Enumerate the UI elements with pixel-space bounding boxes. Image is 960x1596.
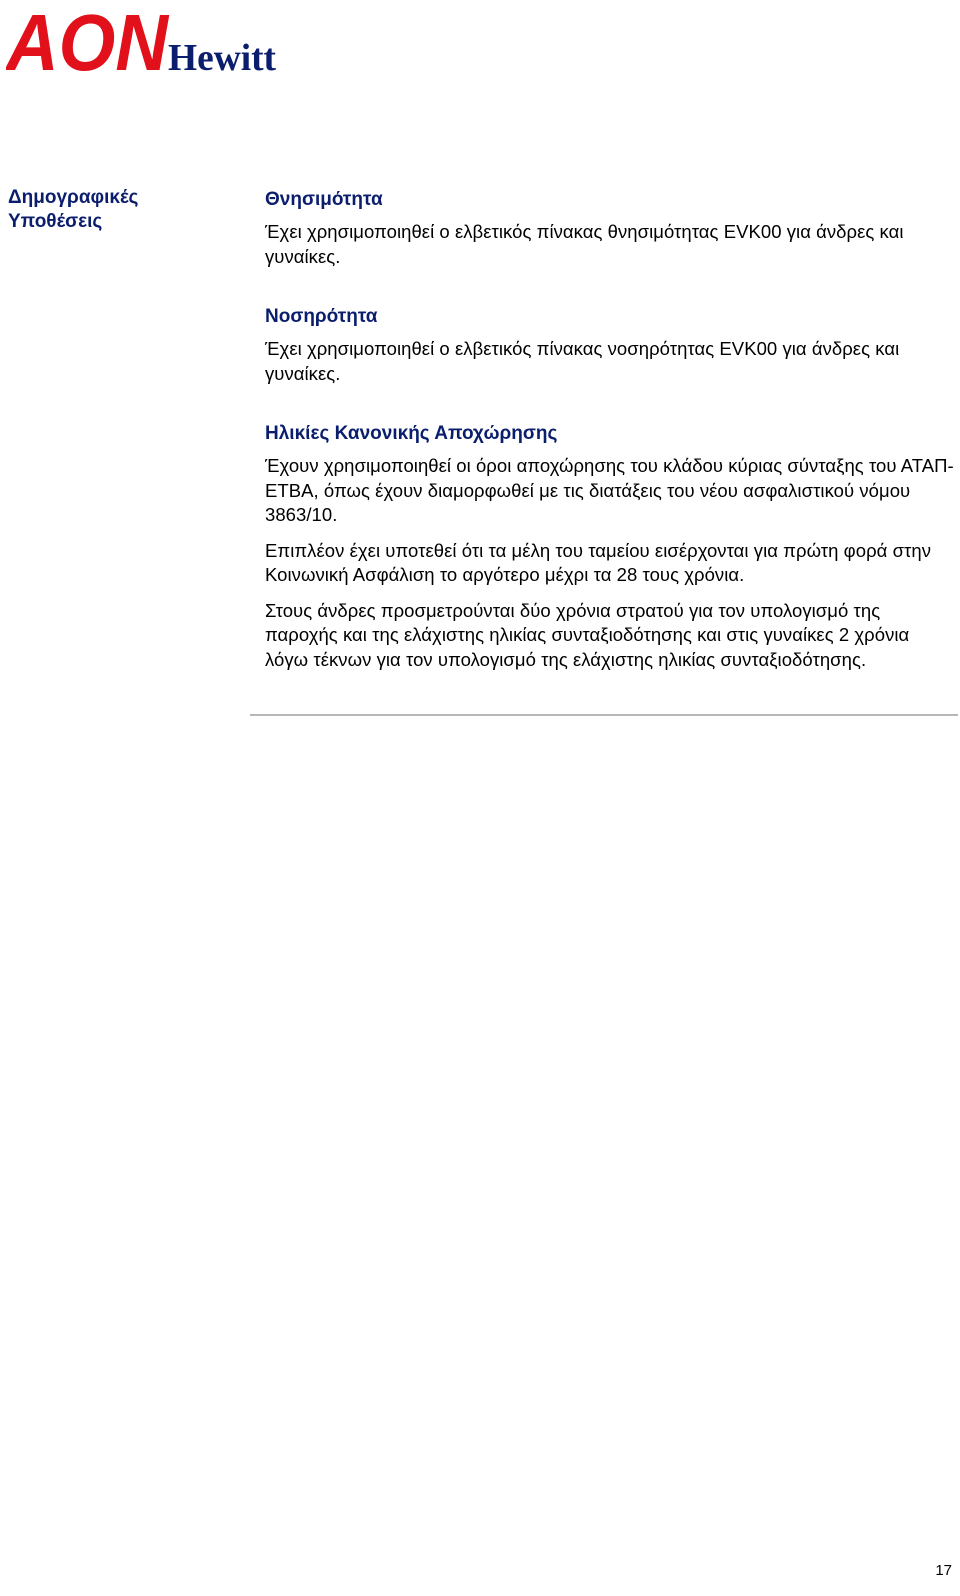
- hewitt-logo-text: Hewitt: [168, 37, 277, 74]
- sidebar: [8, 186, 228, 234]
- paragraph: Έχουν χρησιμοποιηθεί οι όροι αποχώρησης του κλάδου κύριας σύνταξης του ΑΤΑΠ-ΕΤΒΑ, όπως έχουν διαμορφωθεί με τις διατάξεις του νέου ασφαλιστικού νόμου 3863/10.: [265, 455, 954, 525]
- section-heading: Θνησιμότητα: [265, 189, 383, 210]
- paragraph: Έχει χρησιμοποιηθεί ο ελβετικός πίνακας θνησιμότητας EVK00 για άνδρες και γυναίκες.: [265, 221, 904, 267]
- aon-hewitt-logo-graphic: [6, 4, 278, 74]
- main-content: [265, 188, 955, 708]
- paragraph: Έχει χρησιμοποιηθεί ο ελβετικός πίνακας νοσηρότητας EVK00 για άνδρες και γυναίκες.: [265, 338, 900, 384]
- page-number: 17: [935, 1562, 952, 1579]
- section-retirement-ages: [265, 422, 955, 672]
- section-divider: [250, 714, 958, 716]
- section-heading: Ηλικίες Κανονικής Αποχώρησης: [265, 423, 558, 444]
- paragraph: Στους άνδρες προσμετρούνται δύο χρόνια στρατού για τον υπολογισμό της παροχής και της ελάχιστης ηλικίας συνταξιοδότησης και στις γυναίκες 2 χρόνια λόγω τέκνων για τον υπολογισμό της ελάχιστης ηλικίας συνταξιοδότησης.: [265, 599, 910, 670]
- section-heading: Νοσηρότητα: [265, 306, 378, 327]
- aon-logo-text: AON: [6, 4, 171, 74]
- aon-hewitt-logo: [6, 4, 278, 74]
- sidebar-title: Δημογραφικές Υποθέσεις: [8, 187, 139, 232]
- paragraph: Επιπλέον έχει υποτεθεί ότι τα μέλη του ταμείου εισέρχονται για πρώτη φορά στην Κοινωνική Ασφάλιση το αργότερο μέχρι τα 28 τους χρόνια.: [265, 539, 932, 585]
- section-morbidity: [265, 305, 955, 386]
- section-mortality: [265, 188, 955, 269]
